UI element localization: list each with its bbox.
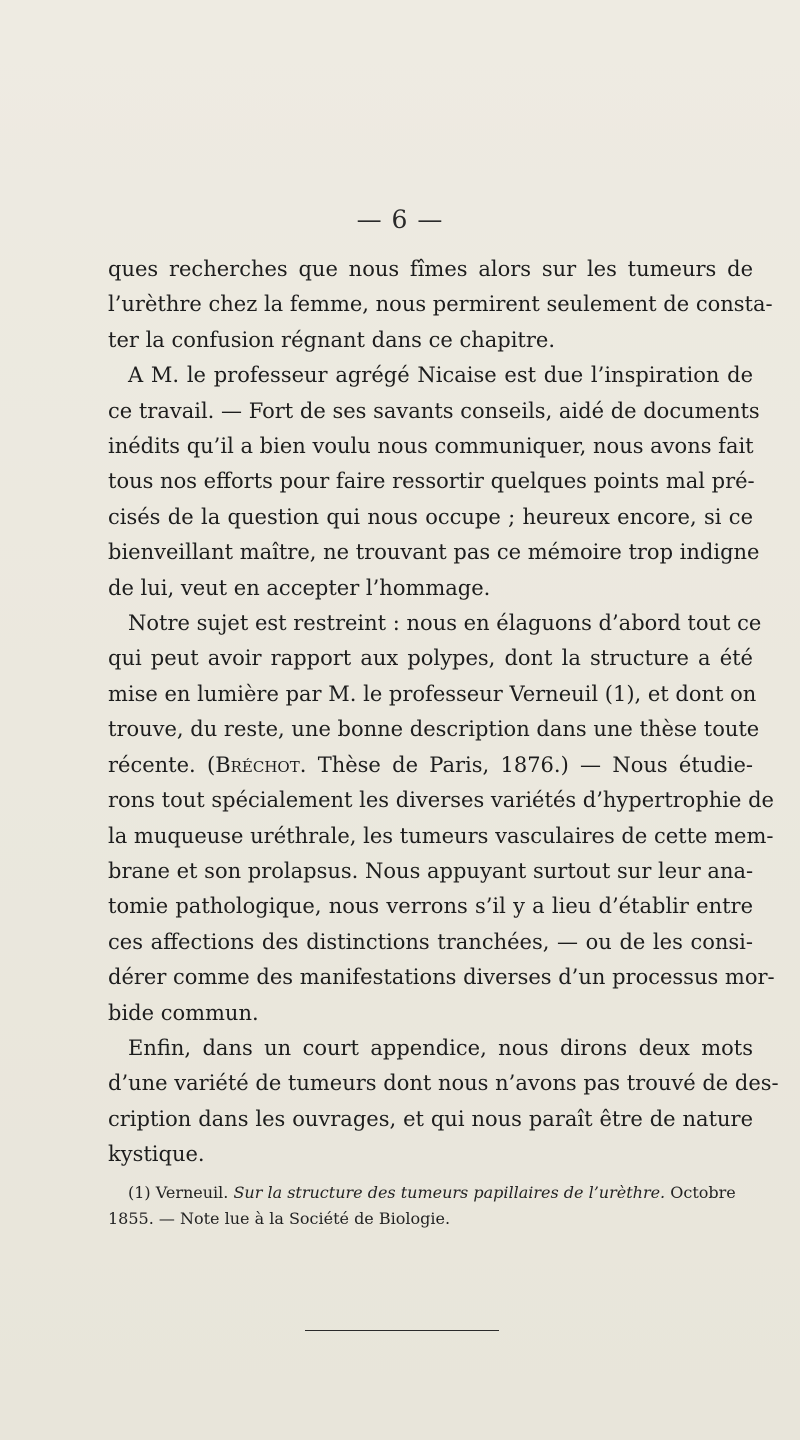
text-line: bide commun.: [108, 1000, 259, 1025]
text-line: la muqueuse uréthrale, les tumeurs vasculaires de cette mem-: [108, 823, 774, 848]
text-line: A M. le professeur agrégé Nicaise est due l’inspiration de: [128, 363, 753, 388]
text-line: mise en lumière par M. le professeur Verneuil (1), et dont on: [108, 681, 757, 706]
text-line: de lui, veut en accepter l’hommage.: [108, 575, 491, 600]
text-line: récente. (Bréchot. Thèse de Paris, 1876.) — Nous étudie-: [108, 752, 754, 777]
text-line: d’une variété de tumeurs dont nous n’avons pas trouvé de des-: [108, 1071, 779, 1096]
text-line: ces affections des distinctions tranchées, — ou de les consi-: [108, 929, 753, 954]
footnote-marker: (1): [128, 1183, 151, 1202]
text-line: qui peut avoir rapport aux polypes, dont la structure a été: [108, 646, 753, 671]
footnote-title: Sur la structure des tumeurs papillaires de l’urèthre.: [233, 1183, 666, 1202]
text-line: ques recherches que nous fîmes alors sur les tumeurs de: [108, 257, 753, 281]
end-rule: [305, 1330, 499, 1331]
footnote-author: Verneuil.: [155, 1183, 229, 1202]
footnote: [108, 1180, 753, 1232]
text-line: cisés de la question qui nous occupe ; heureux encore, si ce: [108, 504, 753, 529]
text-line: trouve, du reste, une bonne description dans une thèse toute: [108, 717, 760, 742]
text-line: tomie pathologique, nous verrons s’il y a lieu d’établir entre: [108, 894, 753, 919]
body-text: [108, 252, 779, 1173]
text-line: dérer comme des manifestations diverses d’un processus mor-: [108, 965, 775, 990]
text-line: Notre sujet est restreint : nous en élaguons d’abord tout ce: [128, 611, 762, 636]
footnote-line-2: 1855. — Note lue à la Société de Biologie.: [108, 1209, 451, 1228]
footnote-line: [108, 1180, 753, 1206]
text-line: bienveillant maître, ne trouvant pas ce mémoire trop indigne: [108, 540, 760, 565]
text-line: Enfin, dans un court appendice, nous dirons deux mots: [128, 1035, 753, 1060]
text-line: tous nos efforts pour faire ressortir quelques points mal pré-: [108, 469, 755, 494]
text-line: ter la confusion régnant dans ce chapitre.: [108, 327, 555, 352]
text-line: rons tout spécialement les diverses variétés d’hypertrophie de: [108, 788, 774, 813]
text-line: l’urèthre chez la femme, nous permirent seulement de consta-: [108, 292, 773, 317]
text-line: brane et son prolapsus. Nous appuyant surtout sur leur ana-: [108, 858, 754, 883]
text-line: cription dans les ouvrages, et qui nous paraît être de nature: [108, 1106, 753, 1131]
text-line: ce travail. — Fort de ses savants conseils, aidé de documents: [108, 398, 760, 423]
text-line: kystique.: [108, 1142, 205, 1167]
footnote-date: Octobre: [670, 1183, 736, 1202]
page-number: — 6 —: [356, 205, 444, 234]
text-line: inédits qu’il a bien voulu nous communiquer, nous avons fait: [108, 434, 754, 459]
author-name-smallcaps: Bréchot: [215, 752, 300, 777]
